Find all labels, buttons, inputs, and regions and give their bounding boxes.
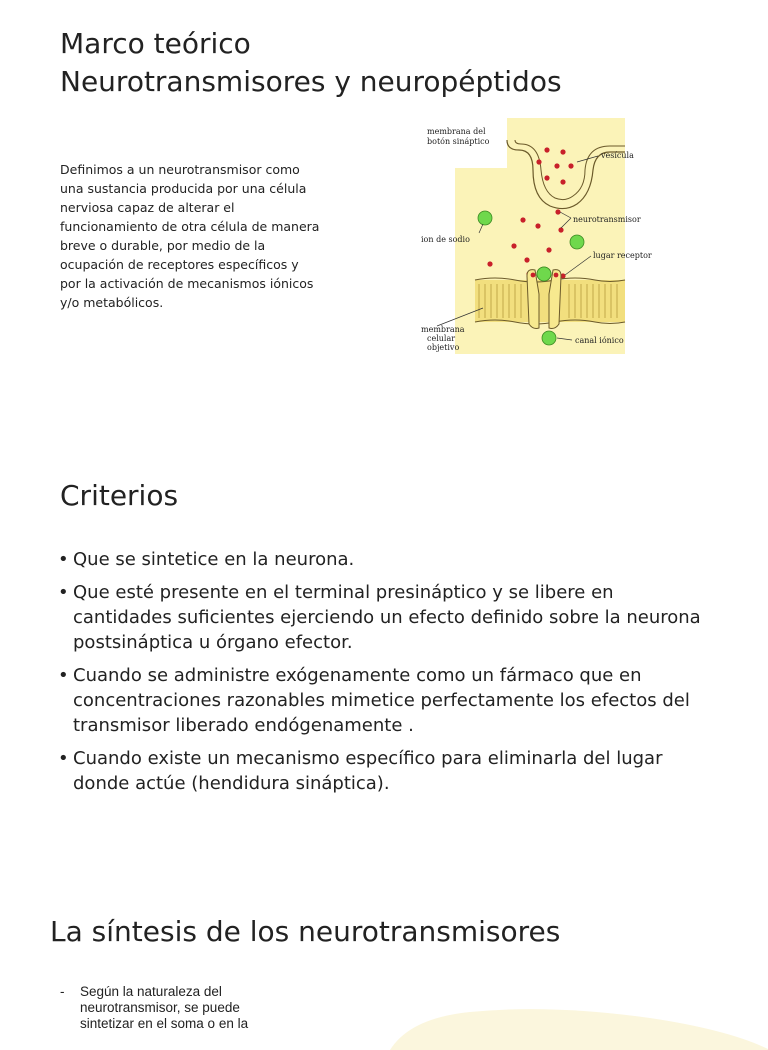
label-lugar-receptor: lugar receptor	[593, 251, 652, 260]
list-item: • Cuando se administre exógenamente como un fármaco que en concentraciones razonables mimetice perfectamente los efectos del transmisor liberado endógenamente .	[58, 663, 718, 738]
label-ion-sodio: ion de sodio	[421, 235, 470, 244]
receptor-site	[537, 267, 551, 281]
slide-title: La síntesis de los neurotransmisores	[50, 915, 561, 948]
list-item	[60, 984, 275, 1032]
slide-criterios	[0, 452, 768, 812]
list-item: • Que se sintetice en la neurona.	[58, 547, 718, 572]
slide-subtitle: Neurotransmisores y neuropéptidos	[60, 65, 562, 98]
synapse-diagram	[415, 118, 660, 363]
svg-text:objetivo: objetivo	[427, 343, 460, 352]
svg-text:botón sináptico: botón sináptico	[427, 137, 490, 146]
label-canal-ionico: canal iónico	[575, 336, 624, 345]
slide-title: Criterios	[60, 479, 179, 512]
list-item: • Cuando existe un mecanismo específico para eliminarla del lugar donde actúe (hendidura sináptica).	[58, 746, 718, 796]
list-item: • Que esté presente en el terminal presináptico y se libere en cantidades suficientes ejerciendo un efecto definido sobre la neurona postsináptica u órgano efector.	[58, 580, 718, 655]
label-neurotransmisor: neurotransmisor	[573, 215, 641, 224]
decorative-shape	[350, 990, 768, 1050]
slide-sintesis	[0, 880, 768, 1031]
definition-paragraph: Definimos a un neurotransmisor como una sustancia producida por una célula nerviosa capaz de alterar el funcionamiento de otra célula de manera breve o durable, por medio de la ocupación de receptores específicos y por la activación de mecanismos iónicos y/o metabólicos.	[60, 162, 320, 310]
criteria-list	[58, 547, 718, 804]
slide-marco-teorico	[0, 0, 768, 440]
label-vesicula: vesícula	[601, 151, 634, 160]
label-membrana-boton: membrana del	[427, 127, 486, 136]
svg-text:celular: celular	[427, 334, 456, 343]
slide-title: Marco teórico	[60, 27, 251, 60]
list-item-text: Según la naturaleza del neurotransmisor, se puede sintetizar en el soma o en la	[80, 984, 249, 1031]
list-marker: -	[60, 984, 65, 999]
label-membrana-objetivo: membrana	[421, 325, 465, 334]
